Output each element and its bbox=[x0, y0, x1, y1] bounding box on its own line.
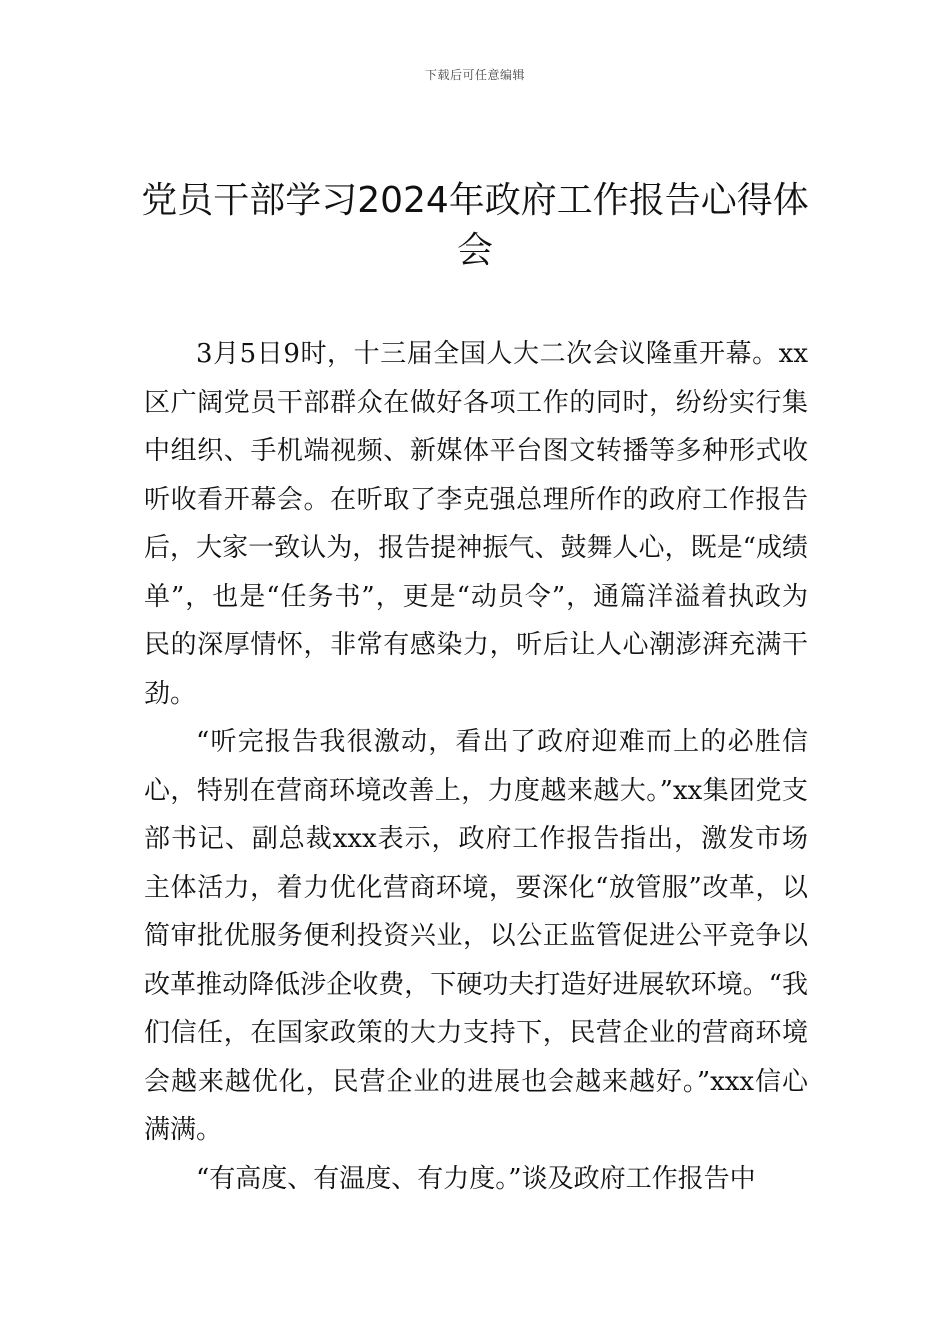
document-body bbox=[144, 330, 808, 1203]
paragraph-1: 3月5日9时，十三届全国人大二次会议隆重开幕。xx区广阔党员干部群众在做好各项工作的同时，纷纷实行集中组织、手机端视频、新媒体平台图文转播等多种形式收听收看开幕会。在听取了李克强总理所作的政府工作报告后，大家一致认为，报告提神振气、鼓舞人心，既是“成绩单”，也是“任务书”，更是“动员令”，通篇洋溢着执政为民的深厚情怀，非常有感染力，听后让人心潮澎湃充满干劲。 bbox=[144, 339, 808, 709]
document-title: 党员干部学习2024年政府工作报告心得体会 bbox=[141, 180, 809, 271]
paragraph-3: “有高度、有温度、有力度。”谈及政府工作报告中 bbox=[196, 1163, 756, 1194]
header-note: 下载后可任意编辑 bbox=[424, 68, 525, 82]
paragraph-2: “听完报告我很激动，看出了政府迎难而上的必胜信心，特别在营商环境改善上，力度越来越大。”xx集团党支部书记、副总裁xxx表示，政府工作报告指出，激发市场主体活力，着力优化营商环境，要深化“放管服”改革，以简审批优服务便利投资兴业，以公正监管促进公平竞争以改革推动降低涉企收费，下硬功夫打造好进展软环境。“我们信任，在国家政策的大力支持下，民营企业的营商环境会越来越优化，民营企业的进展也会越来越好。”xxx信心满满。 bbox=[144, 727, 808, 1145]
